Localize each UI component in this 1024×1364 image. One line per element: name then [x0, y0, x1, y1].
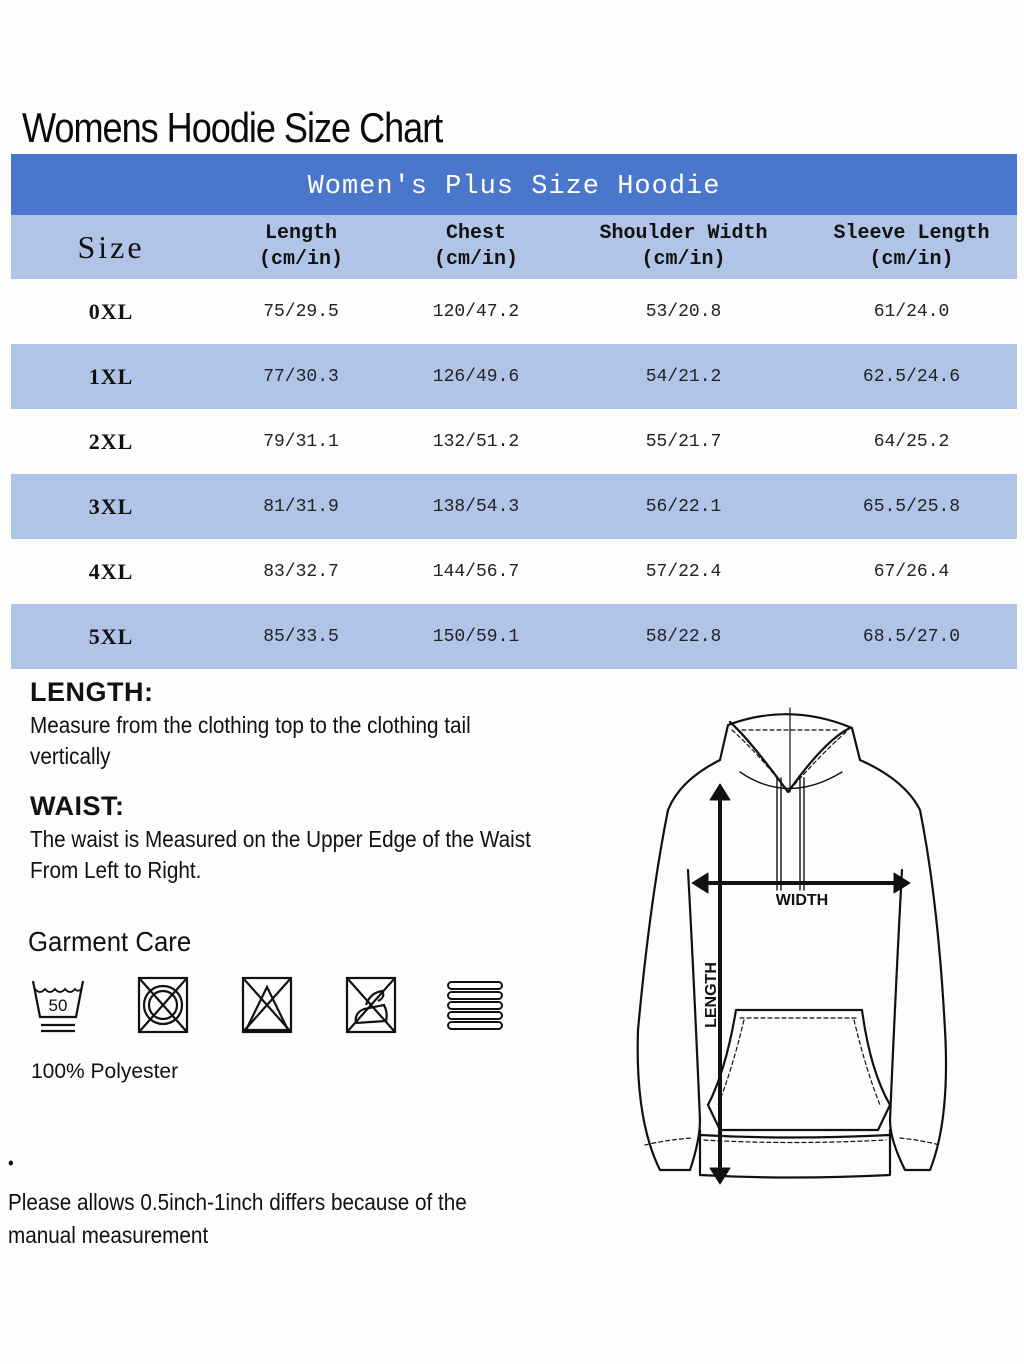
chest-cell: 138/54.3 — [432, 496, 520, 517]
page-title: Womens Hoodie Size Chart — [22, 104, 443, 151]
length-note — [30, 676, 570, 772]
table-row — [11, 474, 1017, 539]
width-arrow — [692, 873, 910, 893]
length-heading: LENGTH: — [30, 677, 154, 707]
size-cell: 2XL — [88, 428, 134, 454]
sleeve-cell: 67/26.4 — [873, 561, 950, 582]
header-sleeve-label: Sleeve Length — [833, 222, 990, 245]
table-row — [11, 279, 1017, 344]
shoulder-cell: 55/21.7 — [645, 431, 722, 452]
table-title: Women's Plus Size Hoodie — [307, 171, 721, 202]
header-shoulder-unit: (cm/in) — [641, 248, 726, 271]
length-cell: 81/31.9 — [263, 496, 339, 517]
header-length — [211, 221, 391, 273]
size-chart-table — [11, 154, 1017, 669]
table-row — [11, 344, 1017, 409]
sleeve-cell: 65.5/25.8 — [862, 496, 961, 517]
header-length-unit: (cm/in) — [258, 248, 343, 271]
size-cell: 0XL — [88, 298, 134, 324]
garment-care-title: Garment Care — [28, 926, 192, 957]
measurement-notes — [30, 676, 570, 886]
size-cell: 4XL — [88, 558, 134, 584]
hoodie-measurement-diagram — [620, 700, 950, 1210]
shoulder-cell: 56/22.1 — [645, 496, 722, 517]
table-title-bar — [11, 154, 1017, 215]
care-icons — [30, 975, 550, 1035]
header-chest — [391, 221, 561, 273]
chest-cell: 120/47.2 — [432, 301, 520, 322]
material-composition: 100% Polyester — [31, 1060, 179, 1083]
sleeve-cell: 68.5/27.0 — [862, 626, 961, 647]
waist-description: The waist is Measured on the Upper Edge of the Waist From Left to Right. — [30, 826, 531, 883]
wash-50-icon — [30, 975, 88, 1035]
width-label: WIDTH — [775, 892, 829, 909]
sleeve-cell: 62.5/24.6 — [862, 366, 961, 387]
do-not-tumble-dry-icon — [134, 975, 192, 1035]
chest-cell: 132/51.2 — [432, 431, 520, 452]
size-cell: 1XL — [88, 363, 134, 389]
size-cell: 5XL — [88, 623, 134, 649]
waist-note — [30, 790, 570, 886]
chest-cell: 126/49.6 — [432, 366, 520, 387]
chest-cell: 150/59.1 — [432, 626, 520, 647]
header-shoulder-label: Shoulder Width — [599, 222, 768, 245]
header-size: Size — [77, 228, 145, 265]
chest-cell: 144/56.7 — [432, 561, 520, 582]
header-sleeve-unit: (cm/in) — [869, 248, 954, 271]
waist-heading: WAIST: — [30, 791, 125, 821]
length-label: LENGTH — [703, 962, 720, 1028]
shoulder-cell: 58/22.8 — [645, 626, 722, 647]
length-cell: 79/31.1 — [263, 431, 339, 452]
disclaimer-text: Please allows 0.5inch-1inch differs because of the manual measurement — [8, 1189, 467, 1248]
shoulder-cell: 53/20.8 — [645, 301, 722, 322]
length-cell: 77/30.3 — [263, 366, 339, 387]
do-not-bleach-icon — [238, 975, 296, 1035]
measurement-disclaimer — [8, 1153, 512, 1252]
sleeve-cell: 64/25.2 — [873, 431, 950, 452]
length-description: Measure from the clothing top to the clothing tail vertically — [30, 712, 471, 769]
table-row — [11, 539, 1017, 604]
dry-flat-icon — [446, 975, 504, 1035]
length-cell: 83/32.7 — [263, 561, 339, 582]
sleeve-cell: 61/24.0 — [873, 301, 950, 322]
header-length-label: Length — [264, 222, 337, 245]
table-row — [11, 409, 1017, 474]
do-not-iron-icon — [342, 975, 400, 1035]
table-header-row — [11, 215, 1017, 279]
header-chest-unit: (cm/in) — [433, 248, 518, 271]
bullet-icon: • — [8, 1153, 14, 1173]
shoulder-cell: 54/21.2 — [645, 366, 722, 387]
table-row — [11, 604, 1017, 669]
length-cell: 85/33.5 — [263, 626, 339, 647]
svg-text:50: 50 — [48, 996, 68, 1015]
shoulder-cell: 57/22.4 — [645, 561, 722, 582]
length-cell: 75/29.5 — [263, 301, 339, 322]
size-cell: 3XL — [88, 493, 134, 519]
header-chest-label: Chest — [445, 222, 506, 245]
header-shoulder-width — [561, 221, 806, 273]
header-sleeve-length — [806, 221, 1017, 273]
